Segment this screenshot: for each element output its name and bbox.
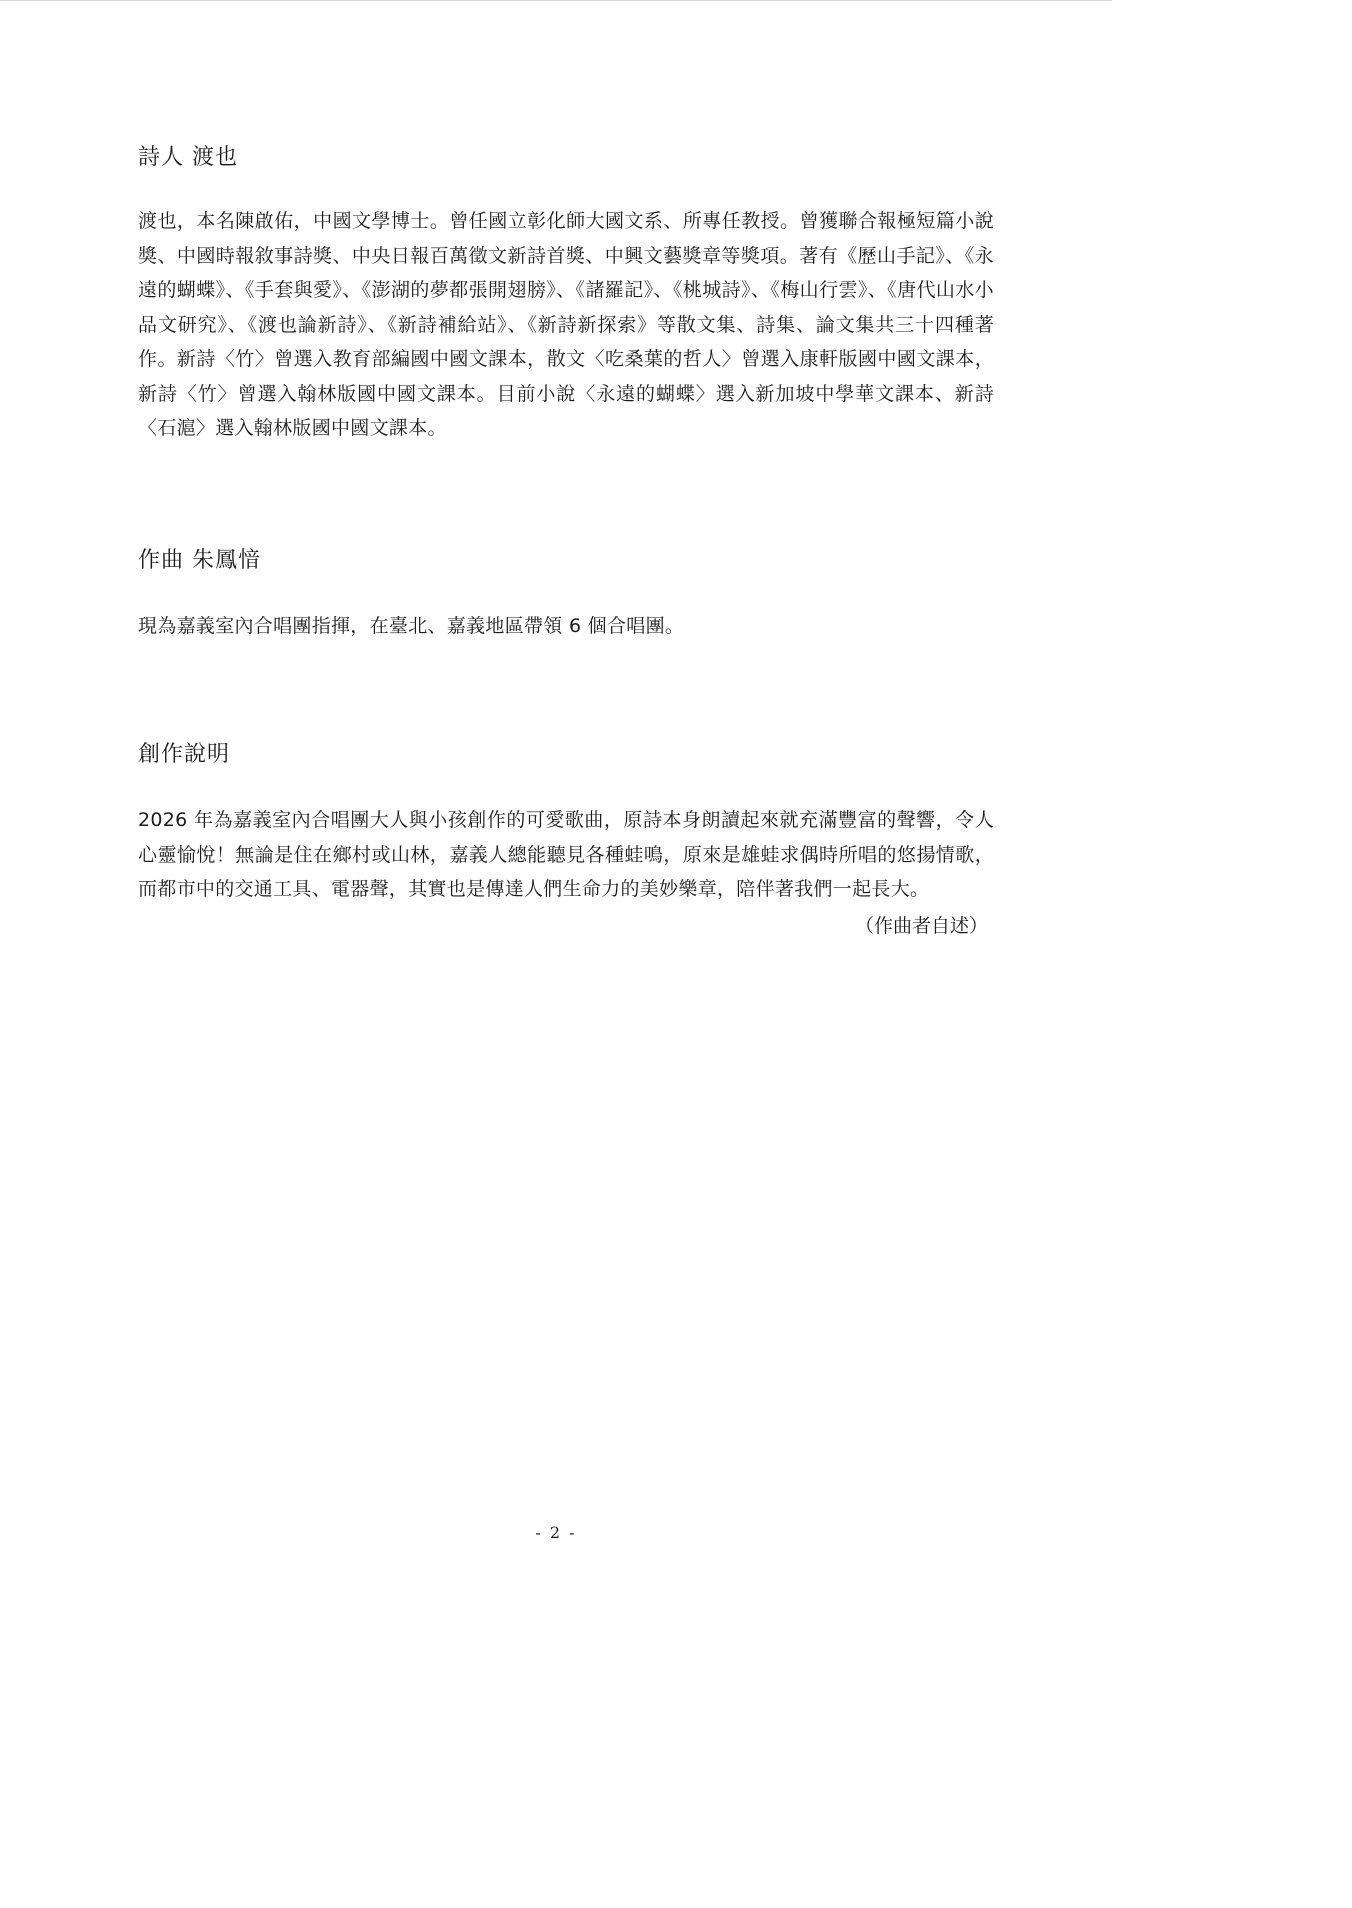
poet-bio: 渡也，本名陳啟佑，中國文學博士。曾任國立彰化師大國文系、所專任教授。曾獲聯合報極短篇小說獎、中國時報敘事詩獎、中央日報百萬徵文新詩首獎、中興文藝獎章等獎項。著有《歷山手記》、《永遠的蝴蝶》、《手套與愛》、《澎湖的夢都張開翅膀》、《諸羅記》、《桃城詩》、《梅山行雲》、《唐代山水小品文研究》、《渡也論新詩》、《新詩補給站》、《新詩新探索》等散文集、詩集、論文集共三十四種著作。新詩〈竹〉曾選入教育部編國中國文課本，散文〈吃桑葉的哲人〉曾選入康軒版國中國文課本，新詩〈竹〉曾選入翰林版國中國文課本。目前小說〈永遠的蝴蝶〉選入新加坡中學華文課本、新詩〈石滬〉選入翰林版國中國文課本。	[138, 210, 994, 439]
page-top-border	[0, 0, 1112, 1]
document-content	[138, 140, 994, 943]
composer-attribution: （作曲者自述）	[854, 914, 988, 937]
page-number: - 2 -	[535, 1523, 577, 1542]
creation-notes-heading: 創作說明	[138, 742, 231, 767]
creation-notes-body: 2026 年為嘉義室內合唱團大人與小孩創作的可愛歌曲，原詩本身朗讀起來就充滿豐富的聲響，令人心靈愉悅！無論是住在鄉村或山林，嘉義人總能聽見各種蛙鳴，原來是雄蛙求偶時所唱的悠揚情歌，而都市中的交通工具、電器聲，其實也是傳達人們生命力的美妙樂章，陪伴著我們一起長大。	[138, 809, 994, 900]
poet-heading: 詩人 渡也	[138, 145, 238, 170]
composer-heading: 作曲 朱鳳愔	[138, 547, 261, 573]
composer-bio: 現為嘉義室內合唱團指揮，在臺北、嘉義地區帶領 6 個合唱團。	[138, 614, 685, 637]
